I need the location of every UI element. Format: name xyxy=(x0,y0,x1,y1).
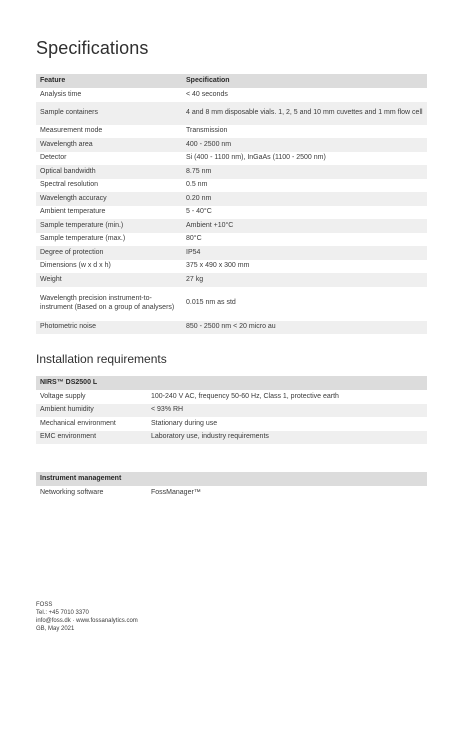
table-row xyxy=(36,260,427,274)
requirement-cell: Ambient humidity xyxy=(36,404,147,418)
installation-table xyxy=(36,376,427,444)
table-row xyxy=(36,125,427,139)
feature-cell: Optical bandwidth xyxy=(36,165,182,179)
feature-cell: Sample temperature (max.) xyxy=(40,235,126,242)
spec-cell: Si (400 - 1100 nm), InGaAs (1100 - 2500 nm) xyxy=(186,154,326,161)
table-row xyxy=(36,219,427,233)
table-row xyxy=(36,246,427,260)
feature-cell: Dimensions (w x d x h) xyxy=(40,262,111,269)
table-row xyxy=(36,233,427,247)
spec-cell: 375 x 490 x 300 mm xyxy=(186,262,250,269)
feature-cell: Wavelength precision instrument-to-instrument (Based on a group of analysers) xyxy=(40,295,175,311)
spec-cell: < 40 seconds xyxy=(186,90,228,98)
table-row xyxy=(36,138,427,152)
spec-cell: Ambient +10°C xyxy=(182,219,427,233)
management-header: Instrument management xyxy=(36,472,427,486)
value-cell: FossManager™ xyxy=(151,488,201,496)
requirement-cell: Mechanical environment xyxy=(40,419,116,427)
requirement-cell: Voltage supply xyxy=(40,392,86,400)
spec-cell: 5 - 40°C xyxy=(186,208,212,215)
table-row xyxy=(36,152,427,166)
table-row xyxy=(36,206,427,220)
feature-cell: Degree of protection xyxy=(36,246,182,260)
installation-header: NIRS™ DS2500 L xyxy=(36,376,427,390)
feature-cell: Wavelength area xyxy=(36,138,182,152)
column-header-specification: Specification xyxy=(182,74,427,88)
feature-cell: Ambient temperature xyxy=(40,208,106,215)
feature-cell: Sample temperature (min.) xyxy=(36,219,182,233)
spec-cell: 4 and 8 mm disposable vials. 1, 2, 5 and 10 mm cuvettes and 1 mm flow cell xyxy=(182,102,427,125)
spec-cell: 0.5 nm xyxy=(186,181,208,188)
page-title: Specifications xyxy=(36,38,149,58)
feature-cell: Analysis time xyxy=(40,90,82,98)
table-row xyxy=(36,321,427,335)
feature-cell: Sample containers xyxy=(36,102,182,125)
footer-phone: Tel.: +45 7010 3370 xyxy=(36,610,89,616)
table-row xyxy=(36,192,427,206)
feature-cell: Detector xyxy=(40,154,67,161)
footer-contact: info@foss.dk · www.fossanalytics.com xyxy=(36,618,138,624)
table-row xyxy=(36,486,427,500)
spec-cell: 850 - 2500 nm < 20 micro au xyxy=(182,321,427,335)
footer-edition: GB, May 2021 xyxy=(36,626,75,632)
feature-cell: Spectral resolution xyxy=(40,181,98,188)
instrument-management-table xyxy=(36,472,427,500)
value-cell: Laboratory use, industry requirements xyxy=(147,431,427,445)
value-cell: Stationary during use xyxy=(151,419,218,427)
spec-cell: IP54 xyxy=(182,246,427,260)
requirement-cell: Networking software xyxy=(40,488,104,496)
value-cell: 100-240 V AC, frequency 50-60 Hz, Class 1, protective earth xyxy=(151,392,339,400)
feature-cell: Measurement mode xyxy=(40,127,103,134)
table-row xyxy=(36,404,427,418)
table-row xyxy=(36,165,427,179)
column-header-feature: Feature xyxy=(36,74,182,88)
specifications-table xyxy=(36,74,427,334)
footer-company: FOSS xyxy=(36,602,53,608)
spec-cell: 400 - 2500 nm xyxy=(182,138,427,152)
spec-cell: 27 kg xyxy=(182,273,427,287)
table-row xyxy=(36,88,427,102)
spec-cell: Transmission xyxy=(186,127,228,134)
footer xyxy=(36,601,138,633)
value-cell: < 93% RH xyxy=(147,404,427,418)
spec-cell: 80°C xyxy=(186,235,202,242)
table-row xyxy=(36,417,427,431)
feature-cell: Photometric noise xyxy=(36,321,182,335)
table-row xyxy=(36,102,427,125)
feature-cell: Wavelength accuracy xyxy=(36,192,182,206)
table-row xyxy=(36,431,427,445)
table-row xyxy=(36,390,427,404)
table-row xyxy=(36,287,427,321)
table-row xyxy=(36,273,427,287)
feature-cell: Weight xyxy=(36,273,182,287)
spec-cell: 0.20 nm xyxy=(182,192,427,206)
installation-title: Installation requirements xyxy=(36,352,167,366)
requirement-cell: EMC environment xyxy=(36,431,147,445)
spec-cell: 8.75 nm xyxy=(182,165,427,179)
table-row xyxy=(36,179,427,193)
spec-cell: 0.015 nm as std xyxy=(186,299,236,307)
